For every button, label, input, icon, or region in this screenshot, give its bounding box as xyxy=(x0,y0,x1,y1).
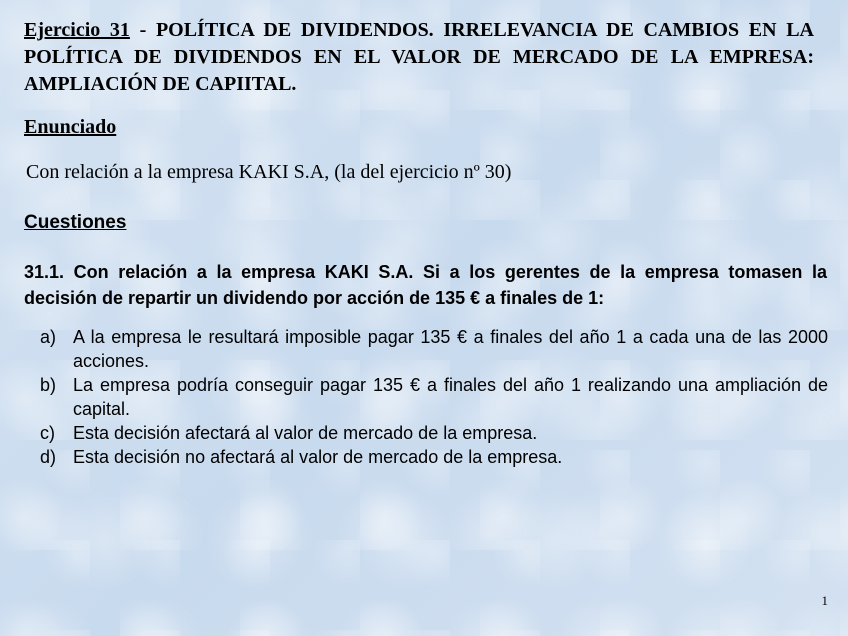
option-text: A la empresa le resultará imposible pagar 135 € a finales del año 1 a cada una de las 2000 acciones. xyxy=(73,327,828,371)
option-letter: b) xyxy=(40,375,57,395)
question-31-1: 31.1. Con relación a la empresa KAKI S.A. Si a los gerentes de la empresa tomasen la decisión de repartir un dividendo por acción de 135 € a finales de 1: xyxy=(24,262,827,308)
cuestiones-heading: Cuestiones xyxy=(24,212,127,233)
exercise-number: Ejercicio 31 xyxy=(24,19,130,41)
option-text: Esta decisión no afectará al valor de mercado de la empresa. xyxy=(73,447,563,467)
page-number: 1 xyxy=(821,593,828,608)
exercise-title xyxy=(24,17,814,98)
option-letter: c) xyxy=(40,423,55,443)
answer-options xyxy=(40,325,828,469)
option-b xyxy=(40,373,828,421)
enunciado-heading: Enunciado xyxy=(24,116,117,138)
exercise-title-text: - POLÍTICA DE DIVIDENDOS. IRRELEVANCIA DE CAMBIOS EN LA POLÍTICA DE DIVIDENDOS EN EL VALOR DE MERCADO DE LA EMPRESA: AMPLIACIÓN DE CAPIITAL. xyxy=(24,19,814,95)
option-letter: a) xyxy=(40,327,57,347)
option-letter: d) xyxy=(40,447,57,467)
option-text: La empresa podría conseguir pagar 135 € a finales del año 1 realizando una ampliación de capital. xyxy=(73,375,828,419)
option-a xyxy=(40,325,828,373)
option-c xyxy=(40,421,828,445)
option-d xyxy=(40,445,828,469)
option-text: Esta decisión afectará al valor de mercado de la empresa. xyxy=(73,423,538,443)
enunciado-text: Con relación a la empresa KAKI S.A, (la del ejercicio nº 30) xyxy=(26,161,512,183)
